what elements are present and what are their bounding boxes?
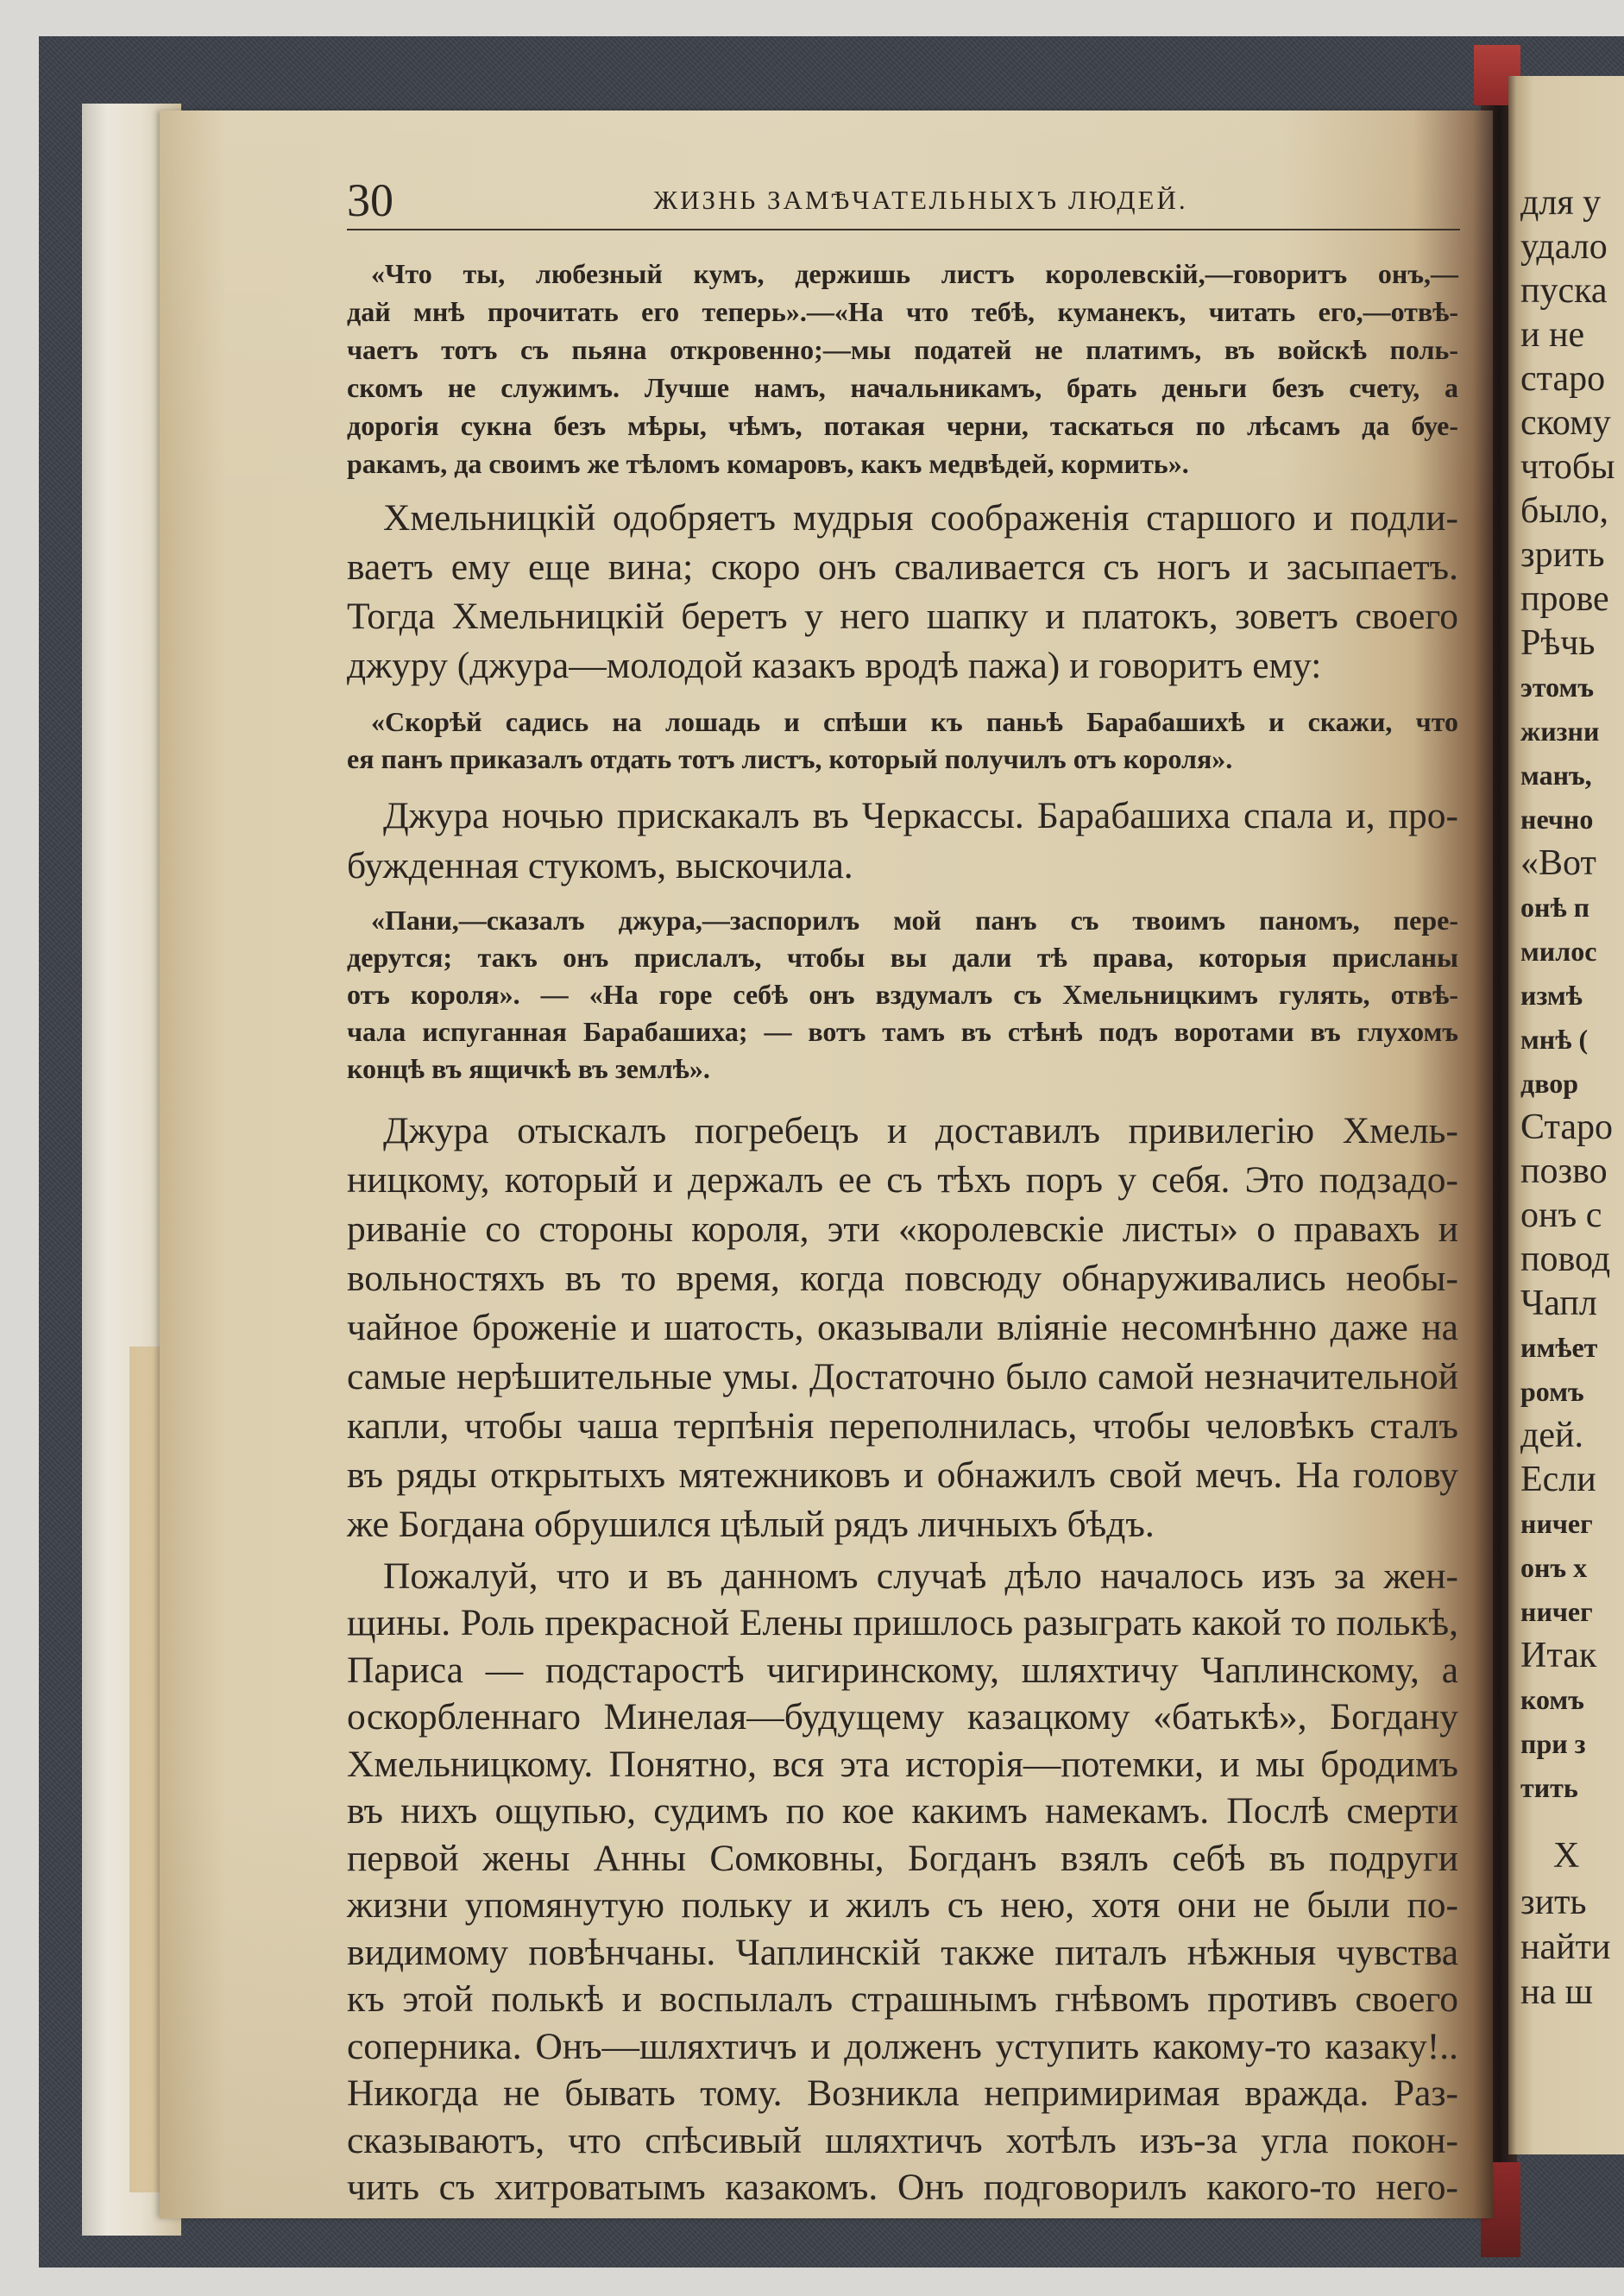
text-line: Париса — подстаростѣ чигиринскому, шляхтичу Чаплинскому, а (347, 1649, 1458, 1691)
page-number: 30 (347, 174, 393, 226)
text-line: оскорбленнаго Минелая—будущему казацкому «батькѣ», Богдану (347, 1696, 1458, 1738)
right-text-line: тить (1520, 1772, 1578, 1803)
right-text-line: Рѣчь (1520, 623, 1596, 663)
right-text-line: комъ (1520, 1684, 1584, 1715)
text-line: первой жены Анны Сомковны, Богданъ взялъ себѣ въ подруги (347, 1837, 1458, 1879)
right-text-line: дей. (1520, 1416, 1583, 1455)
right-text-line: жизни (1520, 716, 1600, 747)
text-line: Пожалуй, что и въ данномъ случаѣ дѣло началось изъ за жен- (383, 1555, 1458, 1597)
text-line: «Что ты, любезный кумъ, держишь листъ королевскій,—говоритъ онъ,— (371, 258, 1458, 289)
text-line: въ ряды открытыхъ мятежниковъ и обнажилъ свой мечъ. На голову (347, 1454, 1458, 1496)
text-line: видимому повѣнчаны. Чаплинскій также питалъ нѣжныя чувства (347, 1931, 1458, 1973)
right-text-line: милос (1520, 936, 1597, 967)
right-text-line: нечно (1520, 804, 1594, 835)
right-text-line: найти (1520, 1927, 1611, 1967)
text-line: дорогія сукна безъ мѣры, чѣмъ, потакая черни, таскаться по лѣсамъ да буе- (347, 410, 1458, 441)
text-line: Никогда не бывать тому. Возникла непримиримая вражда. Раз- (347, 2072, 1458, 2115)
right-page-text (1508, 76, 1624, 2154)
right-text-line: чтобы (1520, 447, 1615, 487)
right-text-line: ромъ (1520, 1376, 1584, 1407)
text-line: Тогда Хмельницкій беретъ у него шапку и платокъ, зоветъ своего (347, 595, 1458, 637)
right-text-line: при з (1520, 1728, 1586, 1759)
text-line: соперника. Онъ—шляхтичъ и долженъ уступить какому-то казаку!.. (347, 2025, 1458, 2067)
right-text-line: скому (1520, 403, 1611, 443)
text-line: же Богдана обрушился цѣлый рядъ личныхъ бѣдъ. (347, 1503, 1155, 1545)
text-line: ницкому, который и держалъ ее съ тѣхъ поръ у себя. Это подзадо- (347, 1158, 1458, 1201)
text-line: сказываютъ, что спѣсивый шляхтичъ хотѣлъ изъ-за угла покон- (347, 2119, 1458, 2161)
text-line: самые нерѣшительные умы. Достаточно было самой незначительной (347, 1355, 1458, 1397)
text-line: «Пани,—сказалъ джура,—заспорилъ мой панъ съ твоимъ паномъ, пере- (371, 904, 1458, 936)
text-line: жизни упомянутую польку и жилъ съ нею, хотя они не были по- (347, 1884, 1458, 1927)
right-text-line: удало (1520, 227, 1608, 267)
right-text-line: на ш (1520, 1972, 1593, 2012)
right-text-line: прове (1520, 579, 1609, 619)
right-text-line: старо (1520, 359, 1606, 399)
text-line: къ этой полькѣ и воспылалъ страшнымъ гнѣвомъ противъ своего (347, 1978, 1458, 2021)
left-page (160, 110, 1493, 2218)
text-line: капли, чтобы чаша терпѣнія переполнилась, чтобы человѣкъ сталъ (347, 1404, 1458, 1447)
right-text-line: двор (1520, 1068, 1579, 1099)
text-line: ракамъ, да своимъ же тѣломъ комаровъ, какъ медвѣдей, кормить». (347, 448, 1189, 479)
right-text-line: ничег (1520, 1508, 1593, 1539)
text-line: щины. Роль прекрасной Елены пришлось разыграть какой то полькѣ, (347, 1602, 1458, 1644)
text-line: чить съ хитроватымъ казакомъ. Онъ подговорилъ какого-то него- (347, 2167, 1458, 2209)
right-text-line: Чапл (1520, 1284, 1597, 1323)
text-line: ея панъ приказалъ отдать тотъ листъ, который получилъ отъ короля». (347, 742, 1233, 774)
right-text-line: манъ, (1520, 760, 1592, 791)
right-text-line: пуска (1520, 271, 1608, 311)
right-text-line: ничег (1520, 1596, 1593, 1627)
text-line: отъ короля». — «На горе себѣ онъ вздумалъ съ Хмельницкимъ гулять, отвѣ- (347, 978, 1458, 1010)
text-line: чала испуганная Барабашиха; — вотъ тамъ въ стѣнѣ подъ воротами въ глухомъ (347, 1015, 1458, 1047)
right-text-line: повод (1520, 1239, 1611, 1279)
right-text-line: для у (1520, 183, 1602, 223)
text-line: концѣ въ ящичкѣ въ землѣ». (347, 1052, 710, 1084)
running-title: ЖИЗНЬ ЗАМѢЧАТЕЛЬНЫХЪ ЛЮДЕЙ. (653, 185, 1188, 215)
text-line: дерутся; такъ онъ прислалъ, чтобы вы дали тѣ права, которыя присланы (347, 941, 1458, 973)
text-line: ваетъ ему еще вина; скоро онъ сваливается съ ногъ и засыпаетъ. (347, 546, 1458, 588)
right-text-line: Если (1520, 1460, 1596, 1499)
right-text-line: Итак (1520, 1636, 1597, 1675)
right-text-line: онъ с (1520, 1195, 1602, 1235)
right-text-line: имѣет (1520, 1332, 1598, 1363)
right-text-line: Х (1553, 1836, 1580, 1876)
text-line: Джура отыскалъ погребецъ и доставилъ привилегію Хмель- (383, 1109, 1458, 1151)
right-text-line: измѣ (1520, 980, 1583, 1011)
text-line: скомъ не служимъ. Лучше намъ, начальникамъ, брать деньги безъ счету, а (347, 372, 1458, 403)
text-line: Хмельницкому. Понятно, вся эта исторія—потемки, и мы бродимъ (347, 1743, 1458, 1785)
right-text-line: этомъ (1520, 672, 1594, 703)
right-text-line: зрить (1520, 535, 1605, 575)
text-line: бужденная стукомъ, выскочила. (347, 845, 853, 886)
text-line: чаетъ тотъ съ пьяна откровенно;—мы податей не платимъ, въ войскѣ поль- (347, 334, 1458, 365)
body-text (160, 110, 1493, 2218)
text-line: Хмельницкій одобряетъ мудрыя соображенія старшого и подли- (383, 496, 1458, 539)
right-text-line: было, (1520, 491, 1609, 531)
right-text-line: позво (1520, 1151, 1608, 1191)
right-text-line: «Вот (1520, 843, 1596, 883)
text-line: риваніе со стороны короля, эти «королевскіе листы» о правахъ и (347, 1208, 1458, 1250)
right-text-line: Старо (1520, 1107, 1613, 1147)
text-line: джуру (джура—молодой казакъ вродѣ пажа) и говоритъ ему: (347, 644, 1322, 686)
right-page (1508, 76, 1624, 2154)
text-line: «Скорѣй садись на лошадь и спѣши къ паньѣ Барабашихѣ и скажи, что (371, 705, 1458, 737)
right-text-line: мнѣ ( (1520, 1024, 1589, 1055)
text-line: чайное броженіе и шатость, оказывали вліяніе несомнѣнно даже на (347, 1306, 1458, 1348)
text-line: дай мнѣ прочитать его теперь».—«На что тебѣ, куманекъ, читать его,—отвѣ- (347, 296, 1458, 327)
right-text-line: зить (1520, 1883, 1587, 1922)
text-line: въ нихъ ощупью, судимъ по кое какимъ намекамъ. Послѣ смерти (347, 1790, 1458, 1832)
text-line: вольностяхъ въ то время, когда повсюду обнаруживались необы- (347, 1257, 1458, 1299)
right-text-line: онѣ п (1520, 892, 1590, 923)
right-text-line: онъ х (1520, 1552, 1588, 1583)
right-text-line: и не (1520, 315, 1585, 355)
text-line: Джура ночью прискакалъ въ Черкассы. Барабашиха спала и, про- (383, 795, 1458, 836)
